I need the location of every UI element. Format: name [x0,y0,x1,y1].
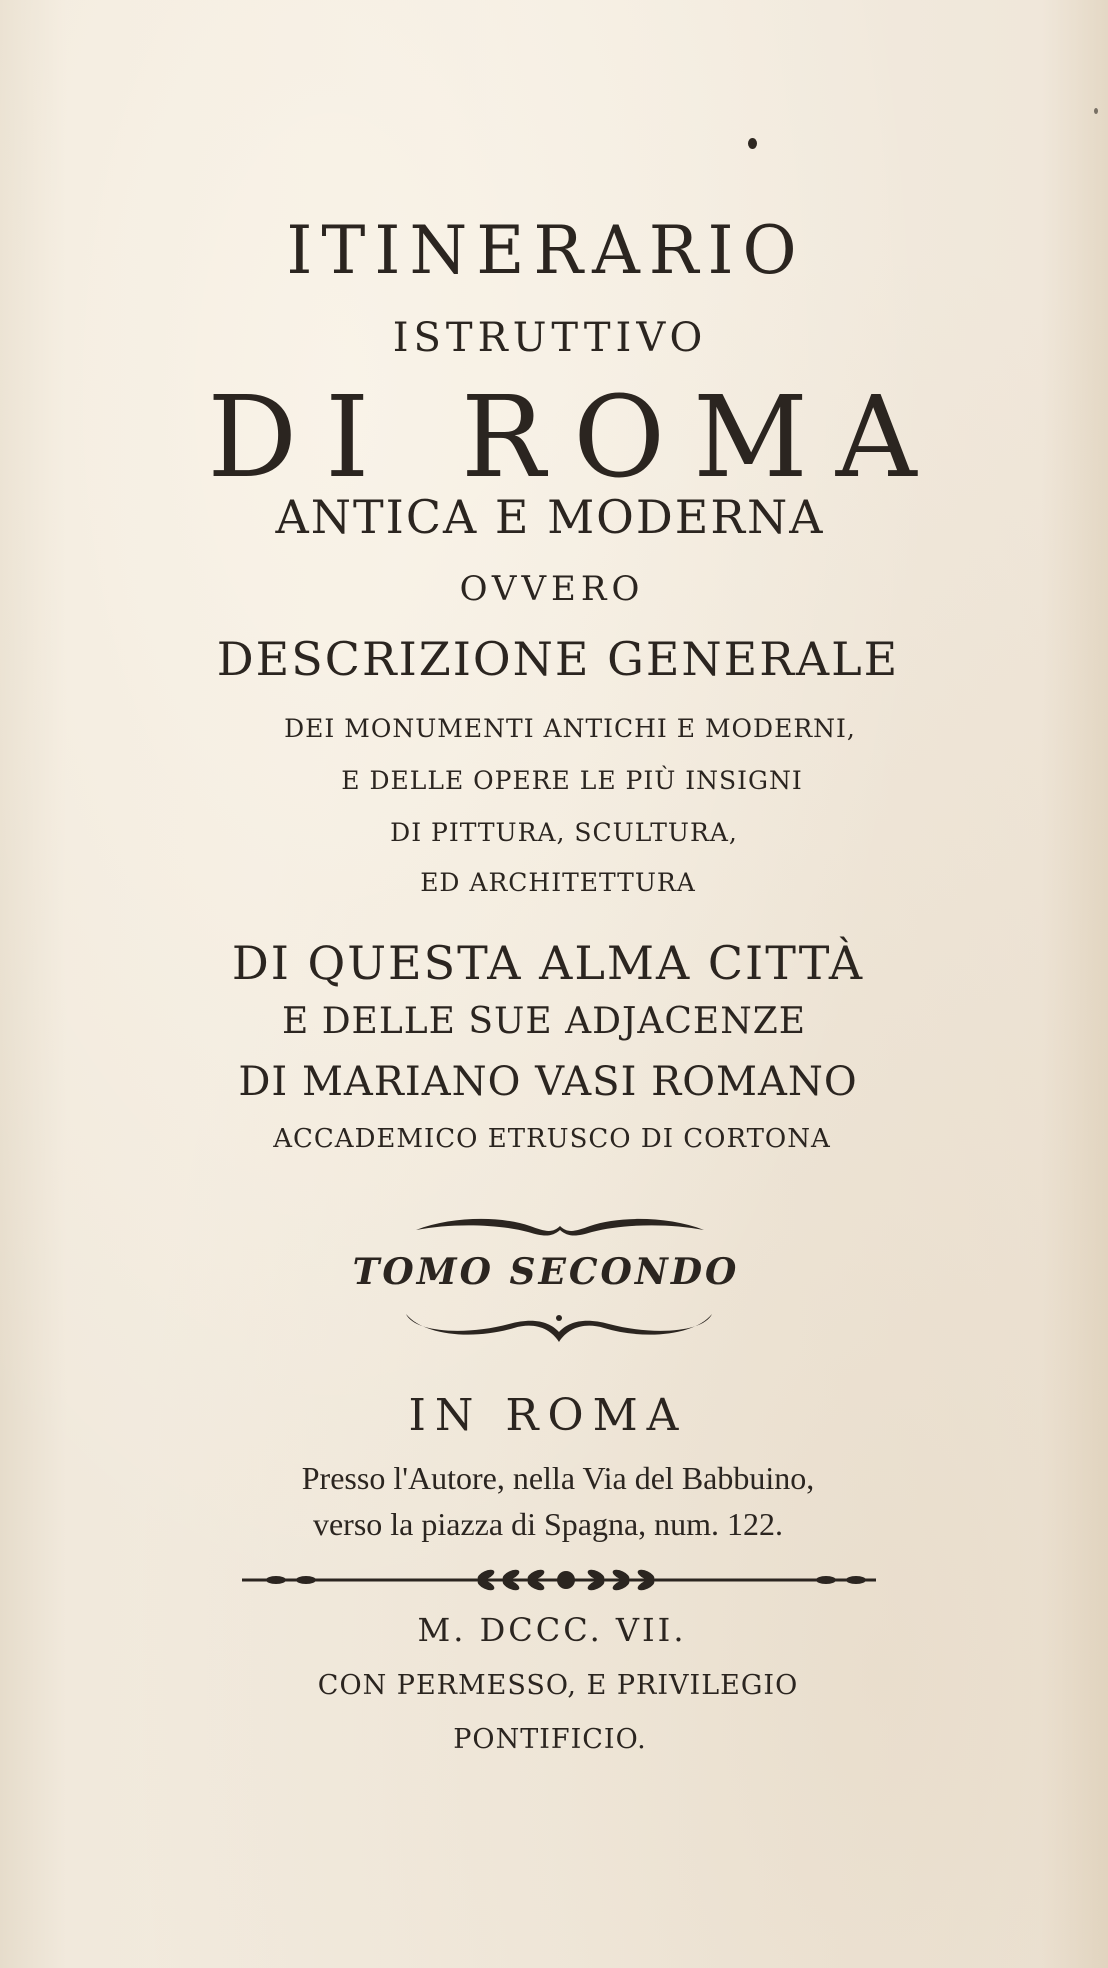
ink-speck [748,138,757,149]
subtitle-line-2: E DELLE OPERE LE PIÙ INSIGNI [341,766,803,795]
author-line: DI MARIANO VASI ROMANO [238,1059,858,1105]
permission-line-2: PONTIFICIO. [453,1724,647,1755]
ornament-bottom-icon [404,1306,714,1348]
description-heading: DESCRIZIONE GENERALE [216,632,900,686]
volume-label: TOMO SECONDO [352,1251,740,1293]
place-line: IN ROMA [408,1390,688,1441]
city-line: DI QUESTA ALMA CITTÀ [231,936,865,990]
title-line-4: ANTICA E MODERNA [275,490,825,544]
ink-speck [1094,108,1098,114]
subtitle-line-1: DEI MONUMENTI ANTICHI E MODERNI, [284,714,856,743]
subtitle-line-3: DI PITTURA, SCULTURA, [390,818,738,847]
subtitle-line-4: ED ARCHITETTURA [420,868,696,897]
adjacenze-line: E DELLE SUE ADJACENZE [281,1001,807,1042]
ornament-top-icon [412,1212,708,1240]
title-line-1: ITINERARIO [286,212,806,289]
academy-line: ACCADEMICO ETRUSCO DI CORTONA [273,1124,831,1154]
publisher-line-1: Presso l'Autore, nella Via del Babbuino, [301,1460,815,1496]
publisher-line-2: verso la piazza di Spagna, num. 122. [312,1506,784,1542]
ornamental-rule-icon [236,1566,882,1594]
title-line-3: DI ROMA [207,373,945,503]
permission-line-1: CON PERMESSO, E PRIVILEGIO [317,1670,799,1701]
ovvero-line: OVVERO [459,569,645,609]
title-line-2: ISTRUTTIVO [392,315,708,361]
imprint-date: M. DCCC. VII. [417,1611,687,1649]
